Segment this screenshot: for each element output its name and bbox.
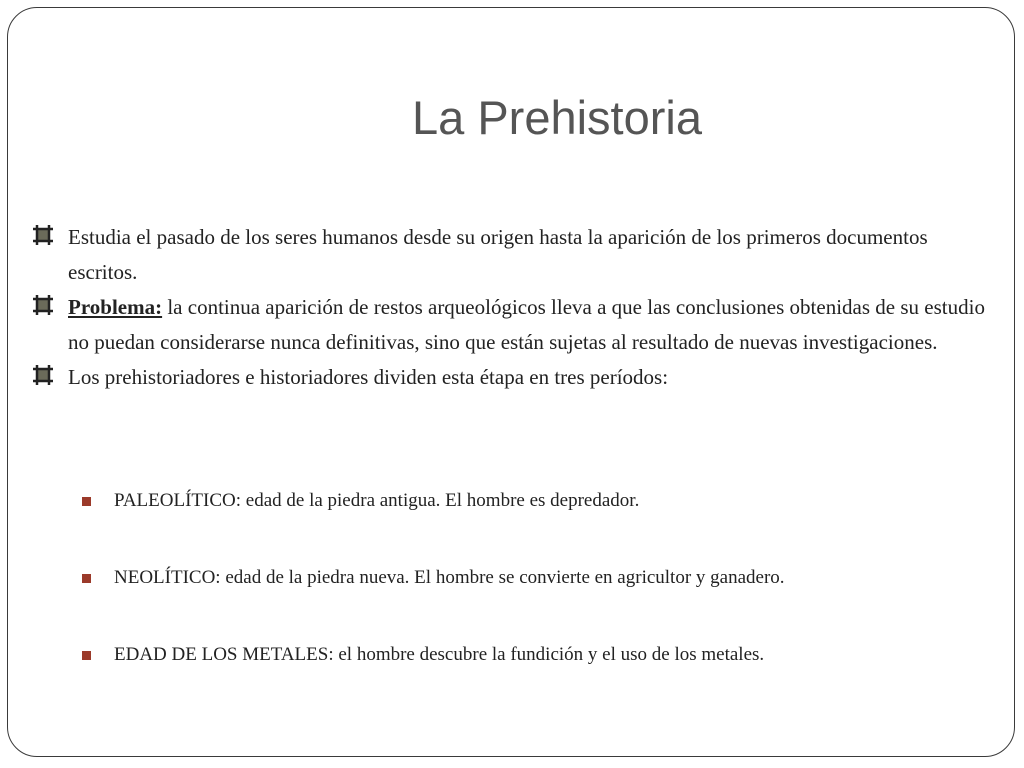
sub-bullet-text: NEOLÍTICO: edad de la piedra nueva. El hombre se convierte en agricultor y ganadero. — [114, 567, 785, 588]
sub-bullet-item — [82, 562, 982, 594]
bullet-text: Estudia el pasado de los seres humanos desde su origen hasta la aparición de los primeros documentos escritos. — [68, 225, 928, 284]
sub-bullet-item — [82, 639, 982, 671]
bullet-item — [32, 220, 992, 289]
sub-bullet-list — [82, 485, 982, 716]
bullet-text: la continua aparición de restos arqueológicos lleva a que las conclusiones obtenidas de su estudio no puedan considerarse nunca definitivas, sino que están sujetas al resultado de nuevas investigaciones. — [68, 295, 985, 354]
bullet-item — [32, 360, 992, 395]
slide-title: La Prehistoria — [412, 91, 702, 144]
sub-bullet-text: PALEOLÍTICO: edad de la piedra antigua. El hombre es depredador. — [114, 490, 640, 511]
hash-bullet-icon — [32, 364, 54, 386]
bullet-item — [32, 290, 992, 359]
hash-bullet-icon — [32, 294, 54, 316]
square-bullet-icon — [82, 651, 91, 660]
square-bullet-icon — [82, 497, 91, 506]
bullet-keyword: Problema: — [68, 295, 163, 319]
sub-bullet-text: EDAD DE LOS METALES: el hombre descubre la fundición y el uso de los metales. — [114, 644, 765, 665]
hash-bullet-icon — [32, 224, 54, 246]
bullet-list — [32, 220, 992, 396]
bullet-text: Los prehistoriadores e historiadores dividen esta étapa en tres períodos: — [68, 365, 669, 389]
sub-bullet-item — [82, 485, 982, 517]
square-bullet-icon — [82, 574, 91, 583]
